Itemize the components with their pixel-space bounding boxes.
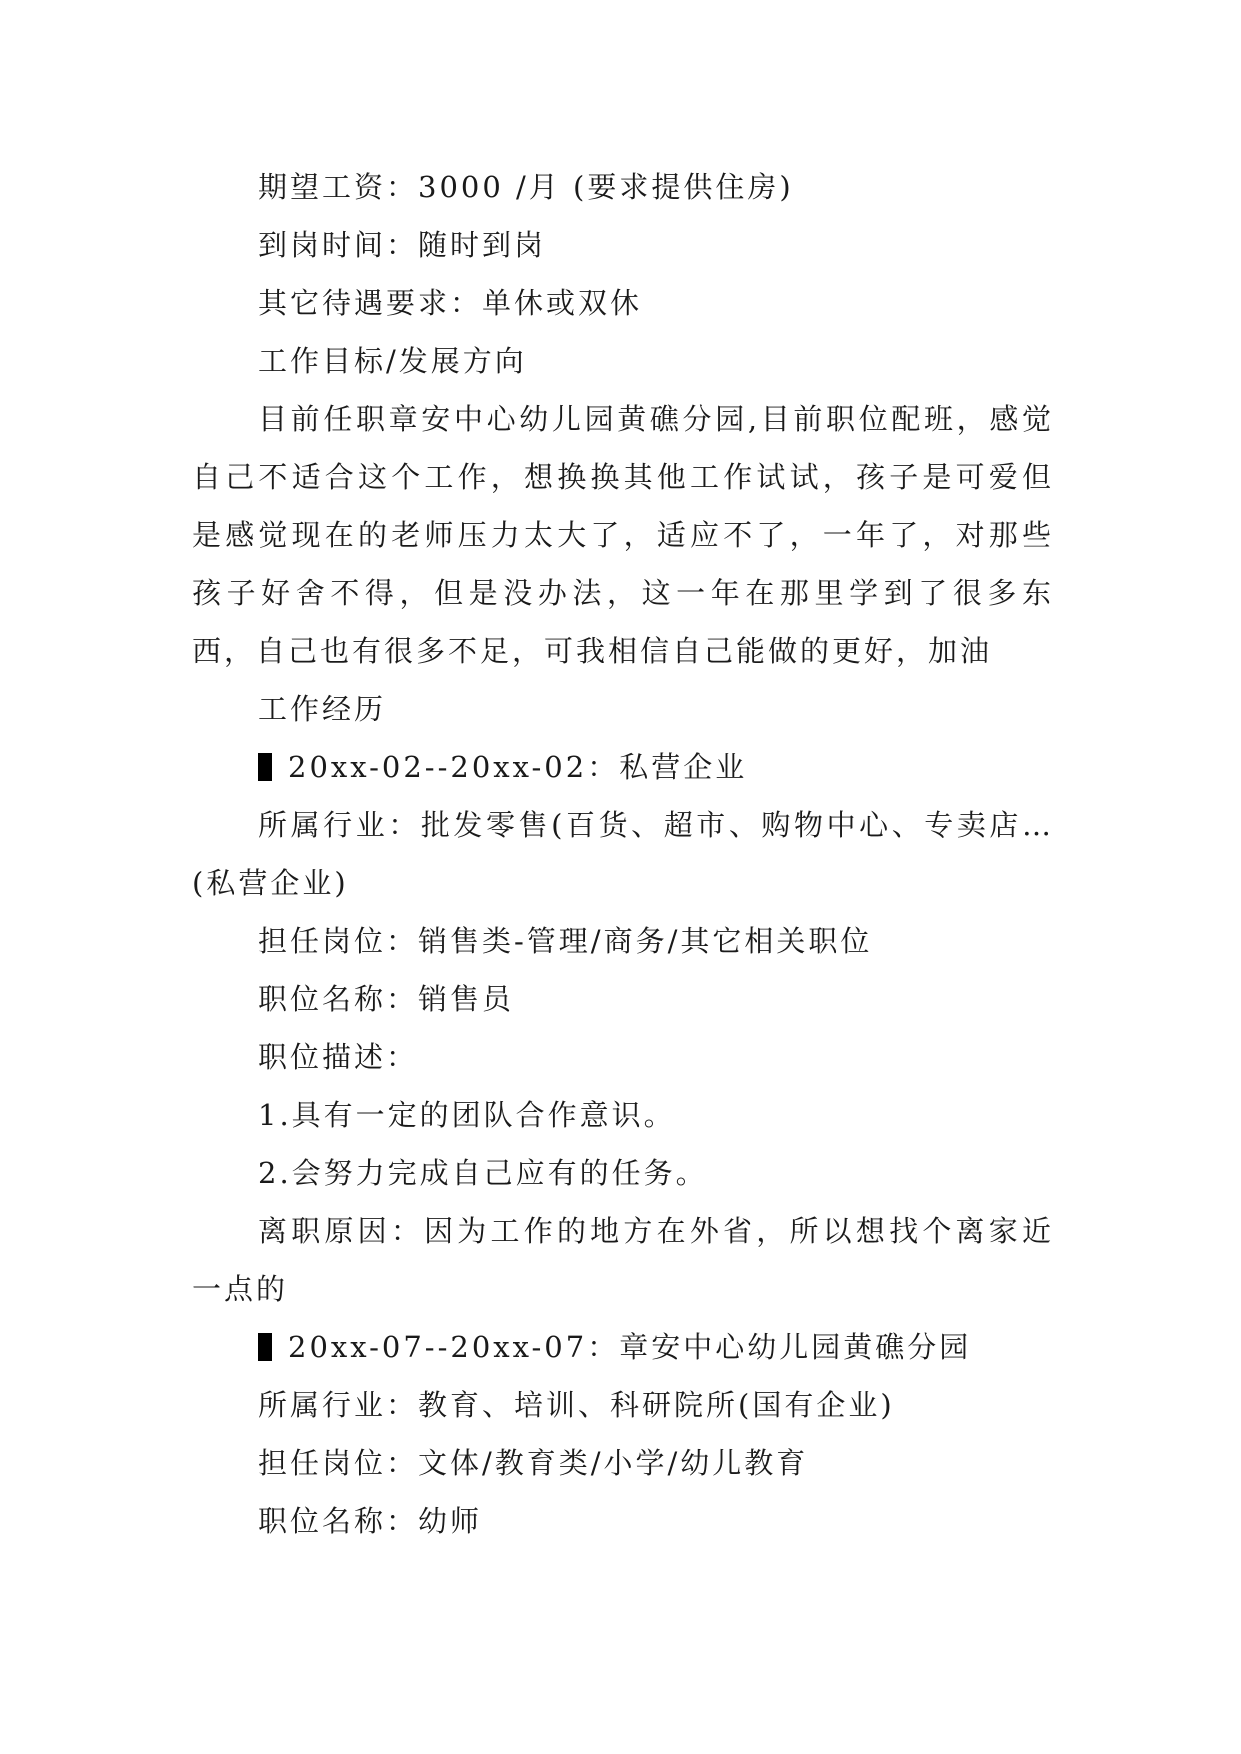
job-title: 职位名称：销售员 (258, 982, 515, 1016)
job-period-text: 20xx-02--20xx-02：私营企业 (288, 750, 748, 784)
job-period (192, 738, 1054, 796)
other-benefits: 其它待遇要求：单休或双休 (258, 286, 643, 320)
bullet-marker-icon (258, 753, 272, 781)
job-period-text: 20xx-07--20xx-07：章安中心幼儿园黄礁分园 (288, 1330, 972, 1364)
job-desc-item: 1.具有一定的团队合作意识。 (258, 1098, 676, 1132)
goal-heading: 工作目标/发展方向 (258, 344, 527, 378)
job-period (192, 1318, 1054, 1376)
goal-text: 目前任职章安中心幼儿园黄礁分园,目前职位配班，感觉自己不适合这个工作，想换换其他工作试试，孩子是可爱但是感觉现在的老师压力太大了，适应不了，一年了，对那些孩子好舍不得，但是没办法，这一年在那里学到了很多东西，自己也有很多不足，可我相信自己能做的更好，加油 (192, 402, 1054, 668)
job-post: 担任岗位：销售类-管理/商务/其它相关职位 (258, 924, 873, 958)
experience-heading: 工作经历 (258, 692, 387, 726)
bullet-marker-icon (258, 1333, 272, 1361)
job-desc-heading: 职位描述： (258, 1040, 419, 1074)
job-desc-item: 2.会努力完成自己应有的任务。 (258, 1156, 708, 1190)
job-industry: 所属行业：批发零售(百货、超市、购物中心、专卖店…(私营企业) (192, 808, 1054, 900)
job-leave-reason: 离职原因：因为工作的地方在外省，所以想找个离家近一点的 (192, 1214, 1054, 1306)
start-time: 到岗时间：随时到岗 (258, 228, 547, 262)
expected-salary: 期望工资：3000 /月 (要求提供住房) (258, 170, 794, 204)
job-title: 职位名称：幼师 (258, 1504, 483, 1538)
job-post: 担任岗位：文体/教育类/小学/幼儿教育 (258, 1446, 809, 1480)
resume-page (192, 158, 1054, 1550)
job-industry: 所属行业：教育、培训、科研院所(国有企业) (258, 1388, 895, 1422)
